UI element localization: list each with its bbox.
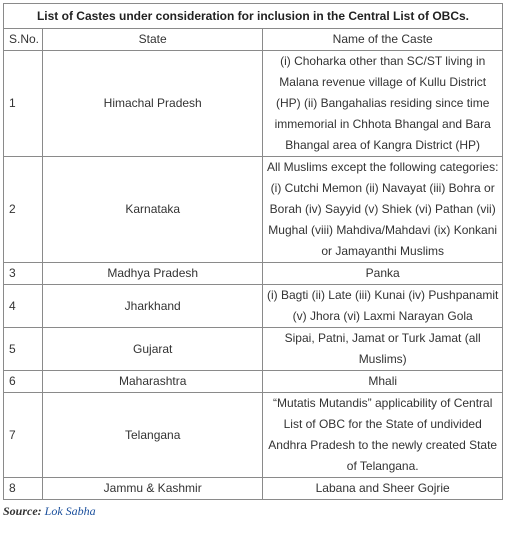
row-state: Jammu & Kashmir [43,478,263,500]
row-sno: 2 [4,157,43,263]
header-caste: Name of the Caste [263,29,503,51]
obc-caste-table [3,3,503,500]
row-state: Karnataka [43,157,263,263]
header-sno: S.No. [4,29,43,51]
table-row [4,285,503,328]
row-sno: 7 [4,393,43,478]
title-row [4,4,503,29]
row-caste: Labana and Sheer Gojrie [263,478,503,500]
row-state: Madhya Pradesh [43,263,263,285]
row-caste: Sipai, Patni, Jamat or Turk Jamat (all Muslims) [263,328,503,371]
table-row [4,157,503,263]
row-caste: Panka [263,263,503,285]
source-link[interactable]: Lok Sabha [44,504,96,518]
row-sno: 8 [4,478,43,500]
row-state: Maharashtra [43,371,263,393]
source-line [3,504,503,518]
row-caste: All Muslims except the following categories: (i) Cutchi Memon (ii) Navayat (iii) Bohra or Borah (iv) Sayyid (v) Shiek (vi) Pathan (vii) Mughal (viii) Mahdiva/Mahdavi (ix) Konkani or Jamayanthi Muslims [263,157,503,263]
header-state: State [43,29,263,51]
row-sno: 4 [4,285,43,328]
row-caste: (i) Choharka other than SC/ST living in Malana revenue village of Kullu District (HP) (ii) Bangahalias residing since time immemorial in Chhota Bhangal and Bara Bhangal area of Kangra District (HP) [263,51,503,157]
row-sno: 5 [4,328,43,371]
row-caste: “Mutatis Mutandis” applicability of Central List of OBC for the State of undivided Andhra Pradesh to the newly created State of Telangana. [263,393,503,478]
row-state: Jharkhand [43,285,263,328]
row-sno: 1 [4,51,43,157]
header-row [4,29,503,51]
table-row [4,371,503,393]
table-row [4,328,503,371]
source-label: Source: [3,504,42,518]
document [3,3,503,518]
row-caste: (i) Bagti (ii) Late (iii) Kunai (iv) Pushpanamit (v) Jhora (vi) Laxmi Narayan Gola [263,285,503,328]
row-state: Gujarat [43,328,263,371]
row-state: Himachal Pradesh [43,51,263,157]
table-row [4,51,503,157]
row-caste: Mhali [263,371,503,393]
table-title: List of Castes under consideration for inclusion in the Central List of OBCs. [4,4,503,29]
table-row [4,263,503,285]
table-row [4,393,503,478]
row-sno: 3 [4,263,43,285]
row-sno: 6 [4,371,43,393]
table-row [4,478,503,500]
row-state: Telangana [43,393,263,478]
